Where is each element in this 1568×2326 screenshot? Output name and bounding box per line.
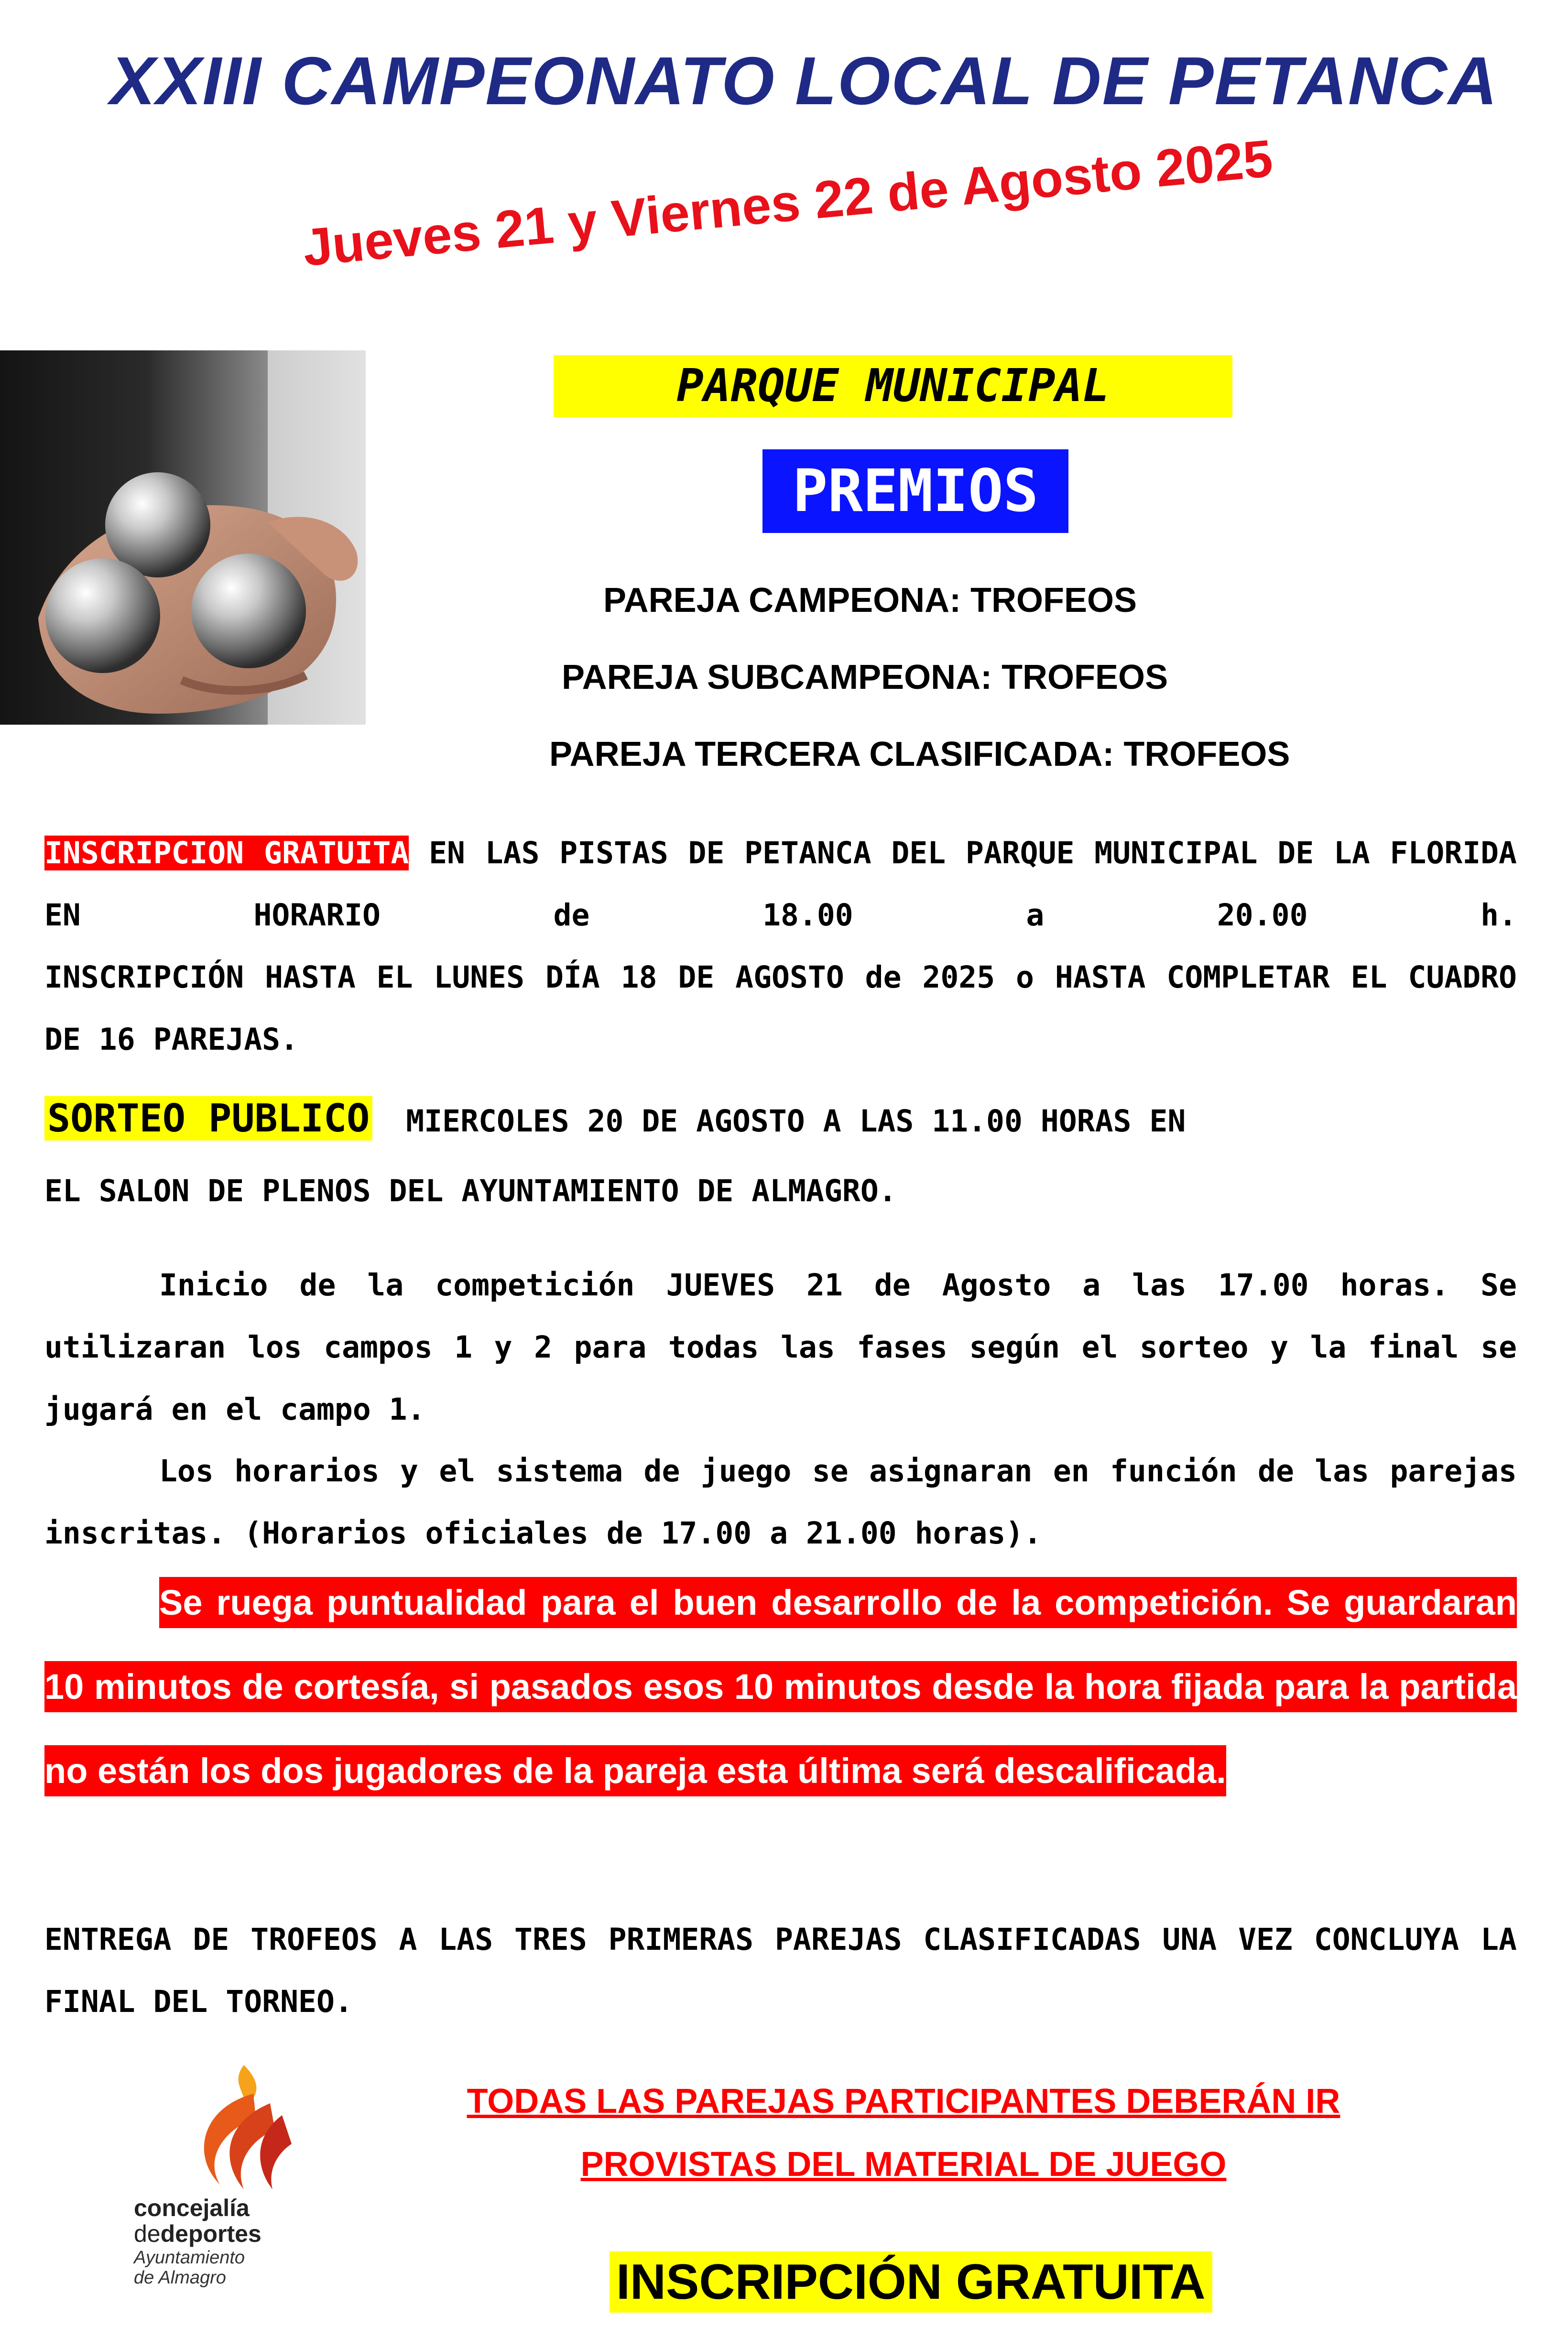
competition-start: Inicio de la competición JUEVES 21 de Agosto a las 17.00 horas. Se utilizaran los campos 1 y 2 para todas las fases según el sorteo y la final se jugará en el campo 1. [44,1268,1517,1427]
draw-line-2: EL SALON DE PLENOS DEL AYUNTAMIENTO DE ALMAGRO. [44,1174,897,1208]
draw-line-1 [44,1096,1186,1141]
equipment-notice-line-1: TODAS LAS PAREJAS PARTICIPANTES DEBERÁN IR [467,2082,1340,2120]
prize-item-3: PAREJA TERCERA CLASIFICADA: TROFEOS [549,735,1290,773]
ball-left [45,558,160,673]
logo-line-2: dedeportes [134,2220,261,2247]
registration-details: EN LAS PISTAS DE PETANCA DEL PARQUE MUNICIPAL DE LA FLORIDA EN HORARIO de 18.00 a 20.00 h. [44,836,1517,933]
draw-date: MIERCOLES 20 DE AGOSTO A LAS 11.00 HORAS EN [406,1104,1186,1139]
prize-item-2: PAREJA SUBCAMPEONA: TROFEOS [562,658,1168,696]
equipment-notice-line-2: PROVISTAS DEL MATERIAL DE JUEGO [580,2145,1227,2184]
venue-label: PARQUE MUNICIPAL [554,355,1232,417]
prize-item-1: PAREJA CAMPEONA: TROFEOS [603,581,1137,620]
flame-icon [172,2065,344,2194]
competition-schedule: Los horarios y el sistema de juego se asignaran en función de las parejas inscritas. (Horarios oficiales de 17.00 a 21.00 horas). [44,1454,1517,1551]
prizes-heading: PREMIOS [762,449,1068,533]
draw-label: SORTEO PUBLICO [44,1096,372,1141]
petanque-balls-photo [0,350,366,725]
punctuality-text: Se ruega puntualidad para el buen desarrollo de la competición. Se guardaran 10 minutos de cortesía, si pasados esos 10 minutos desde la hora fijada para la partida no están los dos jugadores de la pareja esta última será descalificada. [44,1577,1517,1796]
registration-paragraph [44,822,1517,946]
logo-line-3: Ayuntamiento [134,2248,245,2268]
event-date: Jueves 21 y Viernes 22 de Agosto 2025 [300,129,1275,278]
registration-deadline: INSCRIPCIÓN HASTA EL LUNES DÍA 18 DE AGOSTO de 2025 o HASTA COMPLETAR EL CUADRO DE 16 PAREJAS. [44,960,1517,1057]
sports-council-logo [134,2065,306,2314]
ball-right [191,554,306,668]
free-registration-banner: INSCRIPCIÓN GRATUITA [610,2251,1212,2313]
logo-line-4: de Almagro [134,2268,226,2288]
awards-paragraph: ENTREGA DE TROFEOS A LAS TRES PRIMERAS PAREJAS CLASIFICADAS UNA VEZ CONCLUYA LA FINAL DEL TORNEO. [44,1922,1517,2019]
logo-line-1: concejalía [134,2195,250,2221]
free-registration-label: INSCRIPCION GRATUITA [44,836,409,870]
poster-title: XXIII CAMPEONATO LOCAL DE PETANCA [110,43,1498,119]
petanque-balls-illustration [0,350,366,725]
punctuality-warning [44,1561,1517,1813]
